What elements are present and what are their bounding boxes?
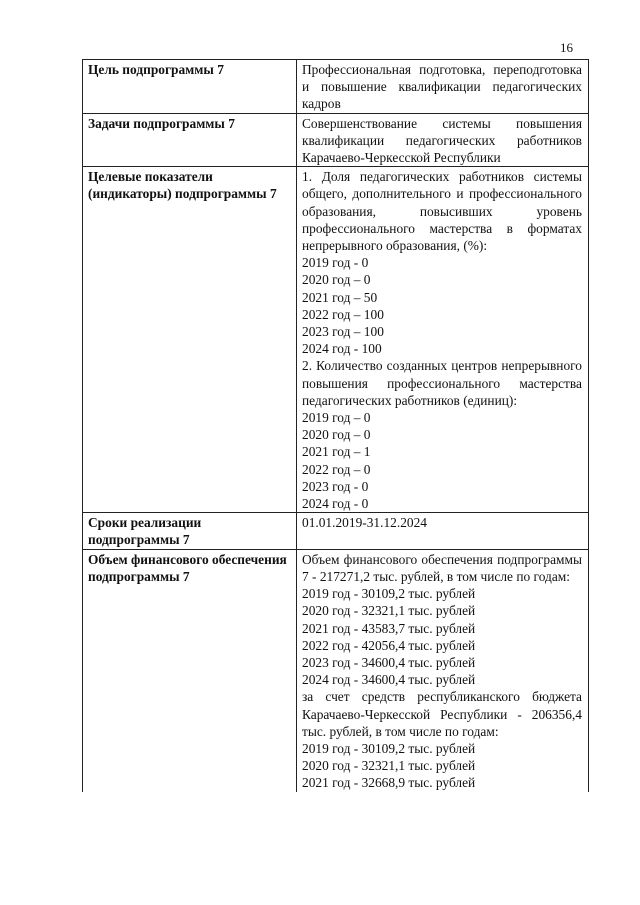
- row-value-financing: [297, 549, 589, 791]
- row-label-financing: [83, 549, 297, 791]
- table-row-financing: [83, 549, 589, 791]
- financing-republic-year: 2020 год - 32321,1 тыс. рублей: [302, 758, 476, 774]
- terms-text: 01.01.2019-31.12.2024: [302, 515, 427, 531]
- indicator2-text: 2. Количество созданных центров непрерывного повышения профессионального мастерства педагогических работников (единиц):: [302, 358, 582, 408]
- passport-table: [82, 59, 589, 792]
- indicator2-year: 2024 год - 0: [302, 496, 369, 512]
- financing-republic-year: 2021 год - 32668,9 тыс. рублей: [302, 775, 476, 791]
- indicator2-year: 2019 год – 0: [302, 410, 371, 426]
- row-label-tasks: [83, 113, 297, 167]
- row-label-indicators: [83, 167, 297, 513]
- indicator2-year: 2020 год – 0: [302, 427, 371, 443]
- indicator1-year: 2024 год - 100: [302, 341, 382, 357]
- financing-total-text: Объем финансового обеспечения подпрограммы 7 - 217271,2 тыс. рублей, в том числе по годам:: [302, 551, 582, 584]
- table-row-terms: [83, 513, 589, 549]
- indicator1-year: 2019 год - 0: [302, 255, 369, 271]
- indicators-label: Целевые показатели (индикаторы) подпрограммы 7: [88, 169, 277, 202]
- indicator2-year: 2021 год – 1: [302, 444, 371, 460]
- indicator1-year: 2023 год – 100: [302, 324, 384, 340]
- financing-total-year: 2022 год - 42056,4 тыс. рублей: [302, 637, 476, 653]
- row-value-goal: [297, 60, 589, 114]
- row-value-terms: [297, 513, 589, 549]
- row-label-goal: [83, 60, 297, 114]
- row-label-terms: [83, 513, 297, 549]
- goal-label: Цель подпрограммы 7: [88, 62, 224, 77]
- table-row-goal: [83, 60, 589, 114]
- indicator1-year: 2020 год – 0: [302, 272, 371, 288]
- financing-total-year: 2021 год - 43583,7 тыс. рублей: [302, 620, 476, 636]
- page-number: 16: [560, 40, 573, 55]
- indicator2-year: 2022 год – 0: [302, 461, 371, 477]
- table-row-indicators: [83, 167, 589, 513]
- financing-republic-text: за счет средств республиканского бюджета Карачаево-Черкесской Республики - 206356,4 тыс. рублей, в том числе по годам:: [302, 689, 582, 739]
- terms-label: Сроки реализации подпрограммы 7: [88, 515, 202, 548]
- tasks-text: Совершенствование системы повышения квалификации педагогических работников Карачаево-Черкесской Республики: [302, 115, 582, 166]
- indicator2-year: 2023 год - 0: [302, 478, 369, 494]
- row-value-tasks: [297, 113, 589, 167]
- financing-total-year: 2023 год - 34600,4 тыс. рублей: [302, 654, 476, 670]
- indicator1-text: 1. Доля педагогических работников системы общего, дополнительного и профессионального образования, повысивших уровень профессионального мастерства в форматах непрерывного образования, (%):: [302, 169, 582, 254]
- tasks-label: Задачи подпрограммы 7: [88, 115, 235, 131]
- indicator1-year: 2021 год – 50: [302, 289, 378, 305]
- row-value-indicators: [297, 167, 589, 513]
- financing-total-year: 2020 год - 32321,1 тыс. рублей: [302, 603, 476, 619]
- financing-label: Объем финансового обеспечения подпрограммы 7: [88, 551, 287, 584]
- goal-text: Профессиональная подготовка, переподготовка и повышение квалификации педагогических кадров: [302, 62, 582, 112]
- financing-republic-year: 2019 год - 30109,2 тыс. рублей: [302, 740, 476, 756]
- table-row-tasks: [83, 113, 589, 167]
- indicator1-year: 2022 год – 100: [302, 306, 384, 322]
- financing-total-year: 2019 год - 30109,2 тыс. рублей: [302, 586, 476, 602]
- financing-total-year: 2024 год - 34600,4 тыс. рублей: [302, 672, 476, 688]
